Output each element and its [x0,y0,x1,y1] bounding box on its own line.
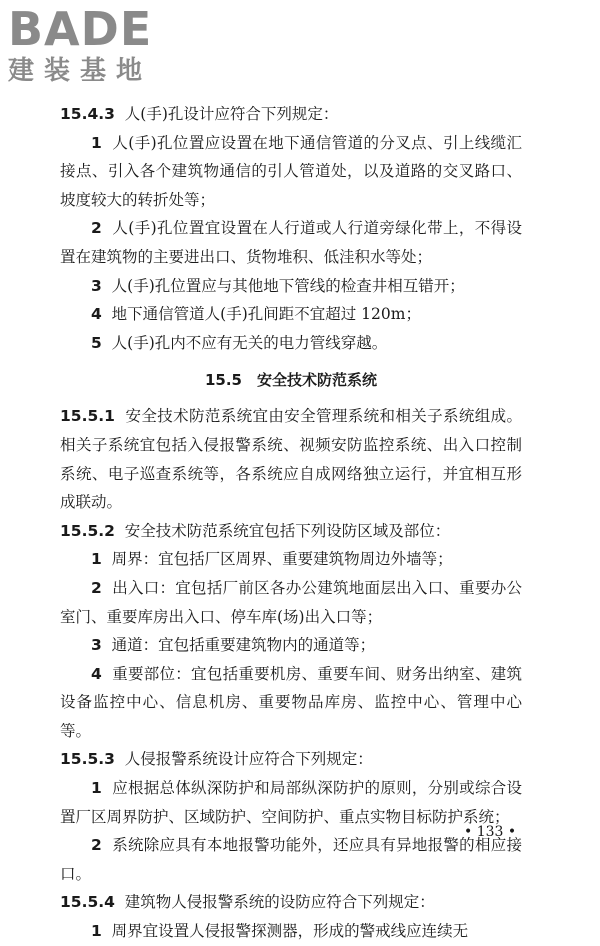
clause-number: 15.5.4 [60,893,115,912]
list-item: 3 通道：宜包括重要建筑物内的通道等； [91,636,376,655]
list-item: 3 人(手)孔位置应与其他地下管线的检查井相互错开； [91,276,465,295]
list-item: 1 应根据总体纵深防护和局部纵深防护的原则，分别或综合设置厂区周界防护、区域防护、空间防护、重点实物目标防护系统； [60,779,522,826]
clause-15-4-3 [60,100,522,129]
clause-number: 15.5.1 [60,407,115,426]
clause-15-5-3 [60,745,522,774]
logo [8,4,178,86]
clause-15-5-4 [60,888,522,917]
list-item: 2 出入口：宜包括厂前区各办公建筑地面层出入口、重要办公室门、重要库房出入口、停车库(场)出入口等； [60,578,522,626]
list-item: 4 地下通信管道人(手)孔间距不宜超过 120m； [91,305,421,324]
clause-text: 人(手)孔设计应符合下列规定： [124,105,339,123]
logo-subtitle: 建装基地 [8,56,153,86]
document-body [60,100,522,946]
logo-wordmark: BADE [8,2,153,56]
clause-text: 安全技术防范系统宜由安全管理系统和相关子系统组成。相关子系统宜包括入侵报警系统、视频安防监控系统、出入口控制系统、电子巡查系统等，各系统应自成网络独立运行，并宜相互形成联动。 [60,407,522,512]
section-heading: 15.5 安全技术防范系统 [204,371,377,390]
list-item: 5 人(手)孔内不应有无关的电力管线穿越。 [91,333,388,352]
list-item: 2 系统除应具有本地报警功能外，还应具有异地报警的相应接口。 [60,836,522,883]
clause-text: 安全技术防范系统宜包括下列设防区域及部位： [124,521,451,540]
clause-text: 建筑物人侵报警系统的设防应符合下列规定： [124,893,435,912]
clause-text: 人侵报警系统设计应符合下列规定： [124,750,373,769]
list-item: 1 人(手)孔位置应设置在地下通信管道的分叉点、引上线缆汇接点、引入各个建筑物通信的引人管道处，以及道路的交叉路口、坡度较大的转折处等； [60,133,522,209]
clause-15-5-1 [60,402,522,516]
clause-number: 15.4.3 [60,105,115,123]
list-item: 1 周界：宜包括厂区周界、重要建筑物周边外墙等； [91,550,453,569]
clause-number: 15.5.3 [60,750,115,769]
list-item: 1 周界宜设置人侵报警探测器，形成的警戒线应连续无 [91,922,469,941]
page-number: • 133 • [464,824,517,840]
clause-number: 15.5.2 [60,521,115,540]
clause-15-5-2 [60,517,522,546]
list-item: 4 重要部位：宜包括重要机房、重要车间、财务出纳室、建筑设备监控中心、信息机房、重要物品库房、监控中心、管理中心等。 [60,664,522,740]
list-item: 2 人(手)孔位置宜设置在人行道或人行道旁绿化带上，不得设置在建筑物的主要进出口、货物堆积、低洼积水等处； [60,219,522,266]
